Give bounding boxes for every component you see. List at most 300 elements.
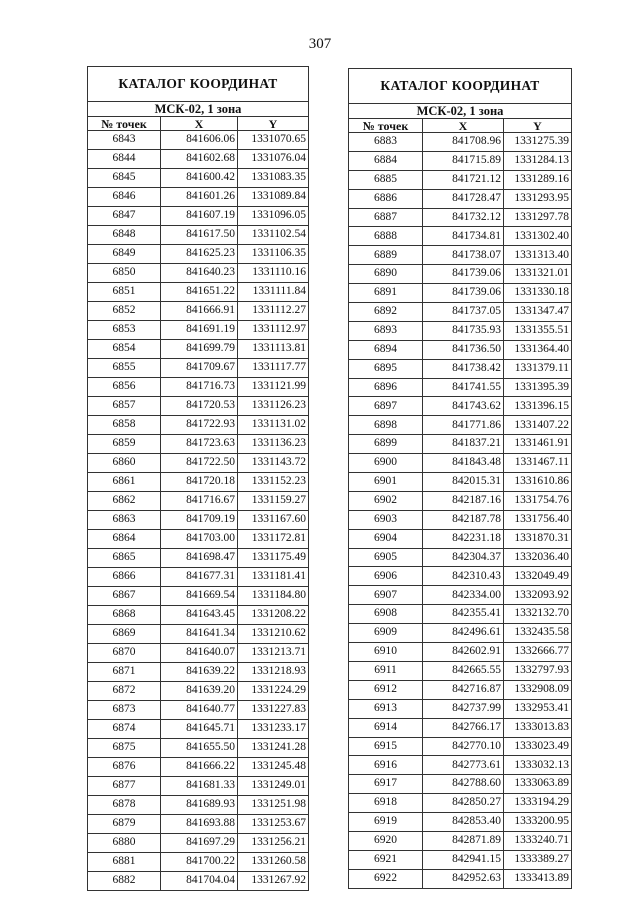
x-coordinate-cell: 842355.41 <box>423 605 504 624</box>
table-row <box>349 397 572 416</box>
x-coordinate-cell: 841737.05 <box>423 303 504 322</box>
point-number-cell: 6898 <box>349 416 423 435</box>
y-coordinate-cell: 1331302.40 <box>504 227 572 246</box>
y-coordinate-cell: 1331289.16 <box>504 170 572 189</box>
y-coordinate-cell: 1332093.92 <box>504 586 572 605</box>
point-number-cell: 6880 <box>88 834 161 853</box>
y-coordinate-cell: 1331407.22 <box>504 416 572 435</box>
point-number-cell: 6885 <box>349 170 423 189</box>
x-coordinate-cell: 842941.15 <box>423 850 504 869</box>
x-coordinate-cell: 841600.42 <box>161 169 238 188</box>
point-number-cell: 6904 <box>349 529 423 548</box>
point-number-cell: 6886 <box>349 189 423 208</box>
point-number-cell: 6860 <box>88 454 161 473</box>
y-coordinate-cell: 1331355.51 <box>504 321 572 340</box>
point-number-cell: 6847 <box>88 207 161 226</box>
point-number-cell: 6864 <box>88 530 161 549</box>
x-coordinate-cell: 841698.47 <box>161 549 238 568</box>
x-coordinate-cell: 842850.27 <box>423 794 504 813</box>
y-coordinate-cell: 1331467.11 <box>504 454 572 473</box>
y-coordinate-cell: 1331754.76 <box>504 491 572 510</box>
x-coordinate-cell: 841681.33 <box>161 777 238 796</box>
y-coordinate-cell: 1331267.92 <box>238 872 309 891</box>
x-coordinate-cell: 841721.12 <box>423 170 504 189</box>
x-coordinate-cell: 841677.31 <box>161 568 238 587</box>
point-number-cell: 6853 <box>88 321 161 340</box>
point-number-cell: 6849 <box>88 245 161 264</box>
y-coordinate-cell: 1331395.39 <box>504 378 572 397</box>
table-row <box>349 586 572 605</box>
y-coordinate-cell: 1331121.99 <box>238 378 309 397</box>
table-row <box>349 359 572 378</box>
y-coordinate-cell: 1331251.98 <box>238 796 309 815</box>
x-coordinate-cell: 841739.06 <box>423 284 504 303</box>
table-row <box>349 680 572 699</box>
x-coordinate-cell: 841697.29 <box>161 834 238 853</box>
x-coordinate-cell: 841640.77 <box>161 701 238 720</box>
table-row <box>88 226 309 245</box>
table-row <box>349 416 572 435</box>
y-coordinate-cell: 1331076.04 <box>238 150 309 169</box>
y-coordinate-cell: 1331143.72 <box>238 454 309 473</box>
catalog-title: КАТАЛОГ КООРДИНАТ <box>349 69 572 104</box>
table-row <box>88 340 309 359</box>
point-number-cell: 6870 <box>88 644 161 663</box>
y-coordinate-cell: 1331210.62 <box>238 625 309 644</box>
point-number-cell: 6883 <box>349 133 423 152</box>
x-coordinate-cell: 842766.17 <box>423 718 504 737</box>
point-number-cell: 6857 <box>88 397 161 416</box>
y-coordinate-cell: 1331347.47 <box>504 303 572 322</box>
x-coordinate-cell: 842310.43 <box>423 567 504 586</box>
y-coordinate-cell: 1331175.49 <box>238 549 309 568</box>
x-coordinate-cell: 841693.88 <box>161 815 238 834</box>
y-coordinate-cell: 1331070.65 <box>238 131 309 150</box>
y-coordinate-cell: 1331106.35 <box>238 245 309 264</box>
point-number-cell: 6875 <box>88 739 161 758</box>
x-coordinate-cell: 841732.12 <box>423 208 504 227</box>
y-coordinate-cell: 1331233.17 <box>238 720 309 739</box>
table-row <box>349 737 572 756</box>
x-coordinate-cell: 841843.48 <box>423 454 504 473</box>
point-number-cell: 6914 <box>349 718 423 737</box>
table-row <box>349 794 572 813</box>
y-coordinate-cell: 1331111.84 <box>238 283 309 302</box>
point-number-cell: 6918 <box>349 794 423 813</box>
x-coordinate-cell: 841691.19 <box>161 321 238 340</box>
point-number-cell: 6862 <box>88 492 161 511</box>
catalog-body-right <box>349 133 572 889</box>
x-coordinate-cell: 841669.54 <box>161 587 238 606</box>
x-coordinate-cell: 841643.45 <box>161 606 238 625</box>
x-coordinate-cell: 841709.67 <box>161 359 238 378</box>
x-coordinate-cell: 841771.86 <box>423 416 504 435</box>
x-coordinate-cell: 841641.34 <box>161 625 238 644</box>
point-number-cell: 6869 <box>88 625 161 644</box>
table-row <box>88 169 309 188</box>
point-number-cell: 6905 <box>349 548 423 567</box>
x-coordinate-cell: 841666.22 <box>161 758 238 777</box>
table-row <box>349 869 572 888</box>
point-number-cell: 6866 <box>88 568 161 587</box>
x-coordinate-cell: 842015.31 <box>423 473 504 492</box>
x-coordinate-cell: 841645.71 <box>161 720 238 739</box>
table-row <box>349 454 572 473</box>
x-coordinate-cell: 841606.06 <box>161 131 238 150</box>
y-coordinate-cell: 1332953.41 <box>504 699 572 718</box>
y-coordinate-cell: 1331256.21 <box>238 834 309 853</box>
x-coordinate-cell: 841736.50 <box>423 340 504 359</box>
point-number-cell: 6916 <box>349 756 423 775</box>
point-number-cell: 6922 <box>349 869 423 888</box>
table-row <box>349 208 572 227</box>
point-number-cell: 6897 <box>349 397 423 416</box>
point-number-cell: 6861 <box>88 473 161 492</box>
x-coordinate-cell: 841739.06 <box>423 265 504 284</box>
x-coordinate-cell: 841837.21 <box>423 435 504 454</box>
coordinate-catalog-table-right <box>348 68 572 889</box>
y-coordinate-cell: 1331245.48 <box>238 758 309 777</box>
y-coordinate-cell: 1333023.49 <box>504 737 572 756</box>
x-coordinate-cell: 841708.96 <box>423 133 504 152</box>
y-coordinate-cell: 1331089.84 <box>238 188 309 207</box>
x-coordinate-cell: 842187.78 <box>423 510 504 529</box>
table-row <box>349 284 572 303</box>
x-coordinate-cell: 842952.63 <box>423 869 504 888</box>
table-row <box>349 850 572 869</box>
y-coordinate-cell: 1331113.81 <box>238 340 309 359</box>
y-coordinate-cell: 1331396.15 <box>504 397 572 416</box>
table-row <box>88 492 309 511</box>
point-number-cell: 6845 <box>88 169 161 188</box>
x-coordinate-cell: 841720.53 <box>161 397 238 416</box>
x-coordinate-cell: 841735.93 <box>423 321 504 340</box>
point-number-cell: 6876 <box>88 758 161 777</box>
y-coordinate-cell: 1332797.93 <box>504 661 572 680</box>
x-coordinate-cell: 842871.89 <box>423 831 504 850</box>
column-header-y: Y <box>504 119 572 133</box>
point-number-cell: 6884 <box>349 151 423 170</box>
x-coordinate-cell: 842788.60 <box>423 775 504 794</box>
x-coordinate-cell: 841715.89 <box>423 151 504 170</box>
point-number-cell: 6852 <box>88 302 161 321</box>
table-row <box>88 473 309 492</box>
y-coordinate-cell: 1331241.28 <box>238 739 309 758</box>
point-number-cell: 6917 <box>349 775 423 794</box>
x-coordinate-cell: 842770.10 <box>423 737 504 756</box>
y-coordinate-cell: 1333200.95 <box>504 813 572 832</box>
point-number-cell: 6843 <box>88 131 161 150</box>
column-header-point: № точек <box>349 119 423 133</box>
table-row <box>349 151 572 170</box>
x-coordinate-cell: 842187.16 <box>423 491 504 510</box>
table-row <box>88 682 309 701</box>
y-coordinate-cell: 1331117.77 <box>238 359 309 378</box>
y-coordinate-cell: 1332908.09 <box>504 680 572 699</box>
point-number-cell: 6896 <box>349 378 423 397</box>
table-row <box>88 701 309 720</box>
x-coordinate-cell: 842231.18 <box>423 529 504 548</box>
y-coordinate-cell: 1331364.40 <box>504 340 572 359</box>
column-header-x: X <box>161 117 238 131</box>
point-number-cell: 6906 <box>349 567 423 586</box>
x-coordinate-cell: 841743.62 <box>423 397 504 416</box>
point-number-cell: 6877 <box>88 777 161 796</box>
table-row <box>349 491 572 510</box>
point-number-cell: 6912 <box>349 680 423 699</box>
point-number-cell: 6873 <box>88 701 161 720</box>
table-row <box>88 416 309 435</box>
y-coordinate-cell: 1331096.05 <box>238 207 309 226</box>
point-number-cell: 6865 <box>88 549 161 568</box>
x-coordinate-cell: 841617.50 <box>161 226 238 245</box>
table-row <box>88 359 309 378</box>
y-coordinate-cell: 1331293.95 <box>504 189 572 208</box>
point-number-cell: 6888 <box>349 227 423 246</box>
point-number-cell: 6863 <box>88 511 161 530</box>
point-number-cell: 6855 <box>88 359 161 378</box>
y-coordinate-cell: 1332666.77 <box>504 643 572 662</box>
table-row <box>349 170 572 189</box>
y-coordinate-cell: 1331379.11 <box>504 359 572 378</box>
point-number-cell: 6891 <box>349 284 423 303</box>
y-coordinate-cell: 1331321.01 <box>504 265 572 284</box>
table-row <box>349 321 572 340</box>
y-coordinate-cell: 1331131.02 <box>238 416 309 435</box>
column-header-y: Y <box>238 117 309 131</box>
x-coordinate-cell: 841666.91 <box>161 302 238 321</box>
y-coordinate-cell: 1331110.16 <box>238 264 309 283</box>
table-row <box>349 831 572 850</box>
y-coordinate-cell: 1331208.22 <box>238 606 309 625</box>
y-coordinate-cell: 1331167.60 <box>238 511 309 530</box>
point-number-cell: 6881 <box>88 853 161 872</box>
x-coordinate-cell: 841640.07 <box>161 644 238 663</box>
x-coordinate-cell: 841699.79 <box>161 340 238 359</box>
x-coordinate-cell: 841602.68 <box>161 150 238 169</box>
x-coordinate-cell: 841722.93 <box>161 416 238 435</box>
table-row <box>88 397 309 416</box>
point-number-cell: 6867 <box>88 587 161 606</box>
y-coordinate-cell: 1331275.39 <box>504 133 572 152</box>
point-number-cell: 6900 <box>349 454 423 473</box>
point-number-cell: 6894 <box>349 340 423 359</box>
point-number-cell: 6899 <box>349 435 423 454</box>
y-coordinate-cell: 1331461.91 <box>504 435 572 454</box>
table-row <box>88 568 309 587</box>
x-coordinate-cell: 842737.99 <box>423 699 504 718</box>
x-coordinate-cell: 841704.04 <box>161 872 238 891</box>
y-coordinate-cell: 1331172.81 <box>238 530 309 549</box>
x-coordinate-cell: 841709.19 <box>161 511 238 530</box>
table-row <box>349 567 572 586</box>
table-row <box>88 720 309 739</box>
y-coordinate-cell: 1332036.40 <box>504 548 572 567</box>
table-row <box>349 435 572 454</box>
table-row <box>349 643 572 662</box>
table-row <box>349 775 572 794</box>
x-coordinate-cell: 841639.20 <box>161 682 238 701</box>
y-coordinate-cell: 1331224.29 <box>238 682 309 701</box>
x-coordinate-cell: 841601.26 <box>161 188 238 207</box>
table-row <box>88 606 309 625</box>
coordinate-system-label: МСК-02, 1 зона <box>88 102 309 117</box>
point-number-cell: 6907 <box>349 586 423 605</box>
table-row <box>349 548 572 567</box>
y-coordinate-cell: 1331083.35 <box>238 169 309 188</box>
catalog-title: КАТАЛОГ КООРДИНАТ <box>88 67 309 102</box>
point-number-cell: 6872 <box>88 682 161 701</box>
y-coordinate-cell: 1332049.49 <box>504 567 572 586</box>
point-number-cell: 6848 <box>88 226 161 245</box>
table-row <box>88 131 309 150</box>
x-coordinate-cell: 841655.50 <box>161 739 238 758</box>
point-number-cell: 6887 <box>349 208 423 227</box>
point-number-cell: 6846 <box>88 188 161 207</box>
y-coordinate-cell: 1331213.71 <box>238 644 309 663</box>
y-coordinate-cell: 1331227.83 <box>238 701 309 720</box>
table-row <box>349 265 572 284</box>
table-row <box>349 756 572 775</box>
table-row <box>88 815 309 834</box>
point-number-cell: 6851 <box>88 283 161 302</box>
table-row <box>349 227 572 246</box>
point-number-cell: 6911 <box>349 661 423 680</box>
y-coordinate-cell: 1331152.23 <box>238 473 309 492</box>
table-row <box>88 796 309 815</box>
point-number-cell: 6920 <box>349 831 423 850</box>
y-coordinate-cell: 1333032.13 <box>504 756 572 775</box>
table-row <box>349 473 572 492</box>
table-row <box>349 510 572 529</box>
point-number-cell: 6858 <box>88 416 161 435</box>
x-coordinate-cell: 841640.23 <box>161 264 238 283</box>
x-coordinate-cell: 841651.22 <box>161 283 238 302</box>
x-coordinate-cell: 841738.42 <box>423 359 504 378</box>
y-coordinate-cell: 1332132.70 <box>504 605 572 624</box>
table-row <box>349 133 572 152</box>
y-coordinate-cell: 1331260.58 <box>238 853 309 872</box>
point-number-cell: 6844 <box>88 150 161 169</box>
column-header-x: X <box>423 119 504 133</box>
y-coordinate-cell: 1331181.41 <box>238 568 309 587</box>
x-coordinate-cell: 841716.67 <box>161 492 238 511</box>
table-row <box>88 644 309 663</box>
x-coordinate-cell: 842602.91 <box>423 643 504 662</box>
table-row <box>349 699 572 718</box>
y-coordinate-cell: 1331102.54 <box>238 226 309 245</box>
table-row <box>88 872 309 891</box>
point-number-cell: 6908 <box>349 605 423 624</box>
x-coordinate-cell: 841741.55 <box>423 378 504 397</box>
table-row <box>88 739 309 758</box>
x-coordinate-cell: 842304.37 <box>423 548 504 567</box>
y-coordinate-cell: 1331313.40 <box>504 246 572 265</box>
x-coordinate-cell: 841734.81 <box>423 227 504 246</box>
point-number-cell: 6850 <box>88 264 161 283</box>
point-number-cell: 6890 <box>349 265 423 284</box>
x-coordinate-cell: 841722.50 <box>161 454 238 473</box>
point-number-cell: 6879 <box>88 815 161 834</box>
y-coordinate-cell: 1331297.78 <box>504 208 572 227</box>
point-number-cell: 6868 <box>88 606 161 625</box>
y-coordinate-cell: 1331184.80 <box>238 587 309 606</box>
table-row <box>88 625 309 644</box>
table-row <box>88 853 309 872</box>
y-coordinate-cell: 1331253.67 <box>238 815 309 834</box>
column-header-point: № точек <box>88 117 161 131</box>
x-coordinate-cell: 842496.61 <box>423 624 504 643</box>
point-number-cell: 6871 <box>88 663 161 682</box>
table-row <box>88 264 309 283</box>
table-row <box>88 378 309 397</box>
y-coordinate-cell: 1331159.27 <box>238 492 309 511</box>
table-row <box>88 207 309 226</box>
x-coordinate-cell: 841625.23 <box>161 245 238 264</box>
table-row <box>349 813 572 832</box>
table-row <box>88 283 309 302</box>
y-coordinate-cell: 1333413.89 <box>504 869 572 888</box>
x-coordinate-cell: 841738.07 <box>423 246 504 265</box>
point-number-cell: 6909 <box>349 624 423 643</box>
y-coordinate-cell: 1333240.71 <box>504 831 572 850</box>
table-row <box>88 150 309 169</box>
point-number-cell: 6915 <box>349 737 423 756</box>
y-coordinate-cell: 1331330.18 <box>504 284 572 303</box>
point-number-cell: 6889 <box>349 246 423 265</box>
page-number: 307 <box>308 36 332 52</box>
table-row <box>88 777 309 796</box>
table-row <box>88 511 309 530</box>
y-coordinate-cell: 1331284.13 <box>504 151 572 170</box>
point-number-cell: 6913 <box>349 699 423 718</box>
point-number-cell: 6893 <box>349 321 423 340</box>
x-coordinate-cell: 841703.00 <box>161 530 238 549</box>
y-coordinate-cell: 1331870.31 <box>504 529 572 548</box>
table-row <box>349 378 572 397</box>
x-coordinate-cell: 841689.93 <box>161 796 238 815</box>
y-coordinate-cell: 1331112.27 <box>238 302 309 321</box>
point-number-cell: 6910 <box>349 643 423 662</box>
table-row <box>88 321 309 340</box>
table-row <box>349 624 572 643</box>
table-row <box>349 605 572 624</box>
y-coordinate-cell: 1331756.40 <box>504 510 572 529</box>
table-row <box>88 663 309 682</box>
table-row <box>88 758 309 777</box>
point-number-cell: 6856 <box>88 378 161 397</box>
point-number-cell: 6892 <box>349 303 423 322</box>
x-coordinate-cell: 841728.47 <box>423 189 504 208</box>
x-coordinate-cell: 841607.19 <box>161 207 238 226</box>
point-number-cell: 6882 <box>88 872 161 891</box>
catalog-body-left <box>88 131 309 891</box>
table-row <box>88 587 309 606</box>
x-coordinate-cell: 841720.18 <box>161 473 238 492</box>
point-number-cell: 6901 <box>349 473 423 492</box>
point-number-cell: 6854 <box>88 340 161 359</box>
point-number-cell: 6903 <box>349 510 423 529</box>
x-coordinate-cell: 842665.55 <box>423 661 504 680</box>
table-row <box>349 340 572 359</box>
coordinate-catalog-table-left <box>87 66 309 891</box>
y-coordinate-cell: 1332435.58 <box>504 624 572 643</box>
x-coordinate-cell: 842773.61 <box>423 756 504 775</box>
table-row <box>88 530 309 549</box>
table-row <box>349 189 572 208</box>
table-row <box>88 435 309 454</box>
coordinate-system-label: МСК-02, 1 зона <box>349 104 572 119</box>
